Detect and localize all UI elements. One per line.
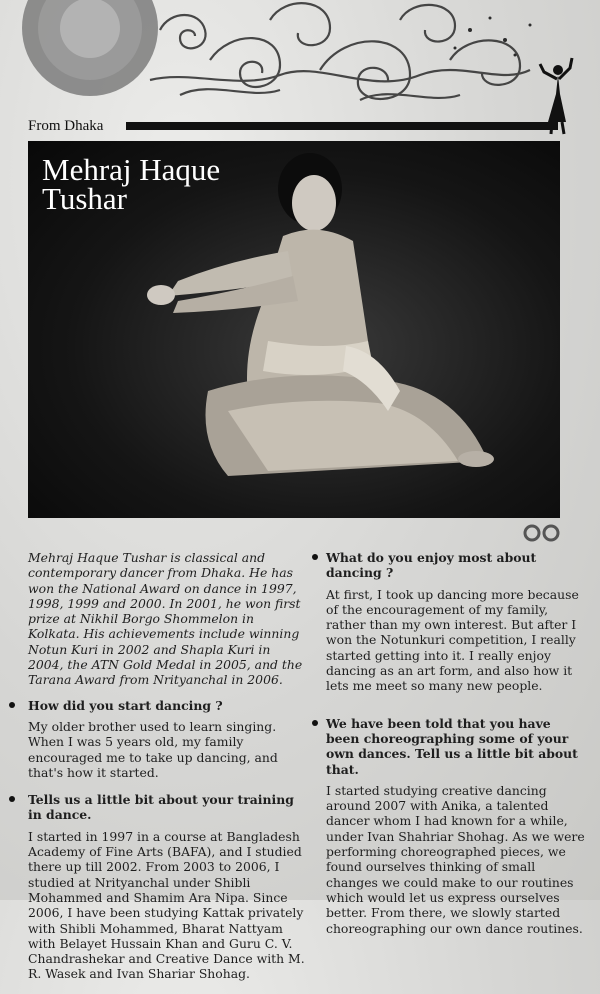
section-rule [126,122,558,130]
decorative-rings [522,524,562,542]
article-column-left [28,550,308,994]
question-heading: How did you start dancing ? [18,698,308,713]
article-column-right [326,550,588,948]
question-heading: We have been told that you have been choreographing some of your own dances. Tell us a little bit about that. [312,716,588,777]
answer-text: My older brother used to learn singing. When I was 5 years old, my family encouraged me to take up dancing, and that's how it started. [28,718,278,780]
question-heading: Tells us a little bit about your training in dance. [18,792,308,823]
header-swirl-decoration [0,0,600,120]
answer-text: I started in 1997 in a course at Bangladesh Academy of Fine Arts (BAFA), and I studied there up till 2002. From 2003 to 2006, I studied at Nrityanchal under Shibli Mohammed and Shamim Ara Nipa. Since 2006, I have been studying Kattak privately with Shibli Mohammed, Bharat Nattyam with Belayet Hussain Khan and Guru C. V. Chandrashekar and Creative Dance with M. R. Wasek and Ivan Shariar Shohag. [28,828,305,982]
section-header [28,116,558,136]
article-intro: Mehraj Haque Tushar is classical and contemporary dancer from Dhaka. He has won the National Award on dance in 1997, 1998, 1999 and 2000. In 2001, he won first prize at Nikhil Borgo Shommelon in Kolkata. His achievements include winning Notun Kuri in 2002 and Shapla Kuri in 2004, the ATN Gold Medal in 2005, and the Tarana Award from Nrityanchal in 2006. [28,550,303,688]
article-title: Mehraj Haque Tushar [42,152,221,216]
bullet-icon [9,796,15,802]
answer-text: At first, I took up dancing more because of the encouragement of my family, rather than my own interest. But after I won the Notunkuri competition, I really started getting into it. I really enjoy dancing as an art form, and also how it lets me meet so many new people. [326,586,579,694]
answer-text: I started studying creative dancing around 2007 with Anika, a talented dancer whom I had known for a while, under Ivan Shahriar Shohag. As we were performing choreographed pieces, we found ourselves thinking of small changes we could make to our routines which would let us express ourselves better. From there, we slowly started choreographing our own dance routines. [326,782,585,936]
question-heading: What do you enjoy most about dancing ? [312,550,588,581]
bullet-icon [312,720,318,726]
bullet-icon [312,554,318,560]
dancer-photo [28,141,560,518]
bullet-icon [9,702,15,708]
section-label: From Dhaka [28,118,104,134]
